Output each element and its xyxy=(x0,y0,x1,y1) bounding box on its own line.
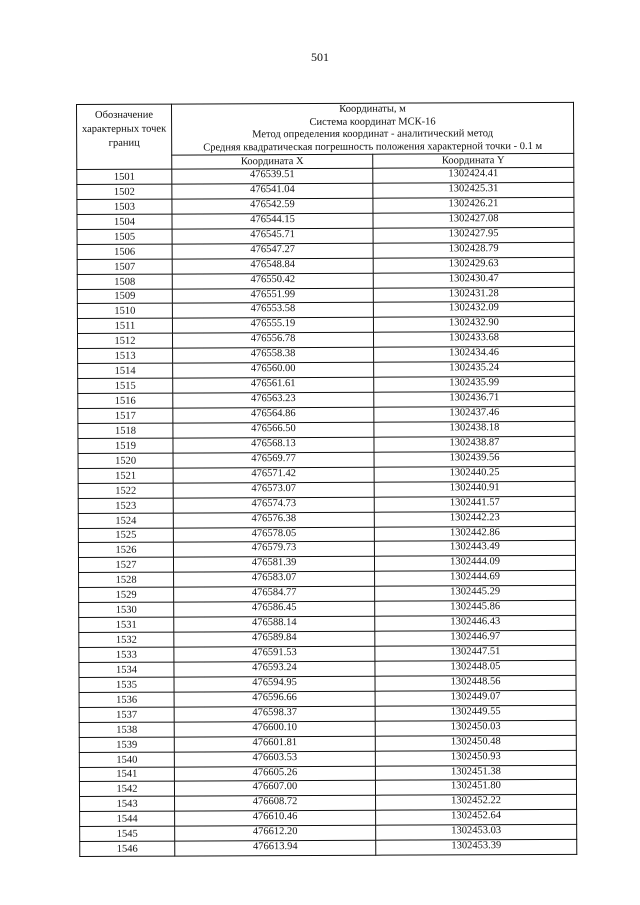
coordinate-x-cell: 476601.81 xyxy=(174,736,375,752)
point-number-cell: 1542 xyxy=(79,782,174,797)
coordinate-y-cell: 1302429.63 xyxy=(373,257,574,273)
coordinate-y-cell: 1302453.39 xyxy=(376,840,577,856)
point-number-cell: 1516 xyxy=(78,393,173,408)
coordinate-y-cell: 1302445.29 xyxy=(375,586,576,602)
point-number-cell: 1501 xyxy=(77,169,172,184)
coordinate-x-cell: 476610.46 xyxy=(175,811,376,827)
coordinate-x-cell: 476598.37 xyxy=(174,706,375,722)
coordinates-header xyxy=(172,102,574,155)
coordinate-y-cell: 1302430.47 xyxy=(373,272,574,288)
coordinate-x-cell: 476600.10 xyxy=(174,721,375,737)
coordinate-x-cell: 476583.07 xyxy=(174,572,375,588)
coordinate-y-cell: 1302449.55 xyxy=(375,705,576,721)
point-number-cell: 1503 xyxy=(77,199,172,214)
accuracy-note: Средняя квадратическая погрешность положения характерной точки - 0.1 м xyxy=(203,140,543,153)
point-number-cell: 1540 xyxy=(79,752,174,767)
coordinate-y-cell: 1302428.79 xyxy=(373,242,574,258)
point-number-cell: 1507 xyxy=(77,259,172,274)
table-body xyxy=(77,167,577,856)
point-number-cell: 1505 xyxy=(77,229,172,244)
point-number-cell: 1509 xyxy=(77,289,172,304)
point-number-cell: 1535 xyxy=(79,677,174,692)
point-number-cell: 1510 xyxy=(77,304,172,319)
coordinate-x-cell: 476566.50 xyxy=(173,422,374,438)
coordinate-x-cell: 476596.66 xyxy=(174,691,375,707)
coordinate-y-cell: 1302451.80 xyxy=(375,780,576,796)
coordinate-y-cell: 1302449.07 xyxy=(375,690,576,706)
point-number-cell: 1544 xyxy=(80,811,175,826)
coordinate-x-cell: 476589.84 xyxy=(174,631,375,647)
coordinate-x-cell: 476548.84 xyxy=(172,258,373,274)
coordinate-x-cell: 476564.86 xyxy=(173,407,374,423)
coordinate-x-cell: 476571.42 xyxy=(173,467,374,483)
coordinate-y-cell: 1302443.49 xyxy=(374,541,575,557)
point-number-cell: 1520 xyxy=(78,453,173,468)
coordinate-x-cell: 476561.61 xyxy=(173,377,374,393)
point-number-cell: 1528 xyxy=(79,572,174,587)
coordinate-y-cell: 1302452.22 xyxy=(376,795,577,811)
point-number-cell: 1514 xyxy=(78,363,173,378)
table-row xyxy=(80,840,577,857)
coordinate-x-cell: 476539.51 xyxy=(172,168,373,184)
coordinate-y-cell: 1302427.08 xyxy=(373,212,574,228)
coordinate-y-cell: 1302431.28 xyxy=(373,287,574,303)
coordinate-y-cell: 1302434.46 xyxy=(374,347,575,363)
coordinate-y-cell: 1302424.41 xyxy=(373,167,574,183)
point-number-cell: 1525 xyxy=(78,528,173,543)
coordinate-y-cell: 1302441.57 xyxy=(374,496,575,512)
coordinate-x-cell: 476588.14 xyxy=(174,616,375,632)
coordinate-x-cell: 476586.45 xyxy=(174,601,375,617)
coordinate-y-cell: 1302438.18 xyxy=(374,421,575,437)
coordinate-x-cell: 476547.27 xyxy=(172,243,373,259)
coordinate-x-cell: 476542.59 xyxy=(172,198,373,214)
coordinate-x-cell: 476607.00 xyxy=(174,781,375,797)
coordinate-x-cell: 476591.53 xyxy=(174,646,375,662)
table-header-row xyxy=(77,102,574,155)
point-number-cell: 1531 xyxy=(79,617,174,632)
coordinate-y-cell: 1302444.09 xyxy=(374,556,575,572)
coordinate-y-cell: 1302442.86 xyxy=(374,526,575,542)
coordinate-y-cell: 1302450.03 xyxy=(375,720,576,736)
point-designation-header: Обозначение характерных точек границ xyxy=(77,104,172,169)
point-number-cell: 1523 xyxy=(78,498,173,513)
coordinate-x-cell: 476603.53 xyxy=(174,751,375,767)
coordinate-x-cell: 476568.13 xyxy=(173,437,374,453)
coordinates-title: Координаты, м xyxy=(339,103,406,115)
coordinate-x-cell: 476574.73 xyxy=(173,497,374,513)
point-number-cell: 1537 xyxy=(79,707,174,722)
coordinate-system: Система координат МСК-16 xyxy=(309,115,436,128)
coordinate-x-cell: 476573.07 xyxy=(173,482,374,498)
point-number-cell: 1534 xyxy=(79,662,174,677)
coordinate-y-cell: 1302446.97 xyxy=(375,630,576,646)
coordinate-y-cell: 1302442.23 xyxy=(374,511,575,527)
coordinate-y-cell: 1302436.71 xyxy=(374,391,575,407)
coordinate-y-cell: 1302448.56 xyxy=(375,675,576,691)
coordinate-x-cell: 476576.38 xyxy=(173,512,374,528)
coordinate-x-cell: 476545.71 xyxy=(172,228,373,244)
point-number-cell: 1522 xyxy=(78,483,173,498)
coordinate-y-cell: 1302452.64 xyxy=(376,810,577,826)
coordinate-x-cell: 476605.26 xyxy=(174,766,375,782)
coordinate-y-cell: 1302432.09 xyxy=(373,302,574,318)
coordinate-y-cell: 1302440.25 xyxy=(374,466,575,482)
coordinate-x-cell: 476541.04 xyxy=(172,183,373,199)
coordinate-y-cell: 1302426.21 xyxy=(373,197,574,213)
point-number-cell: 1517 xyxy=(78,408,173,423)
point-number-cell: 1539 xyxy=(79,737,174,752)
coordinate-y-cell: 1302444.69 xyxy=(375,571,576,587)
coordinate-y-cell: 1302447.51 xyxy=(375,645,576,661)
point-number-cell: 1508 xyxy=(77,274,172,289)
coordinate-x-cell: 476613.94 xyxy=(175,840,376,856)
point-number-cell: 1524 xyxy=(78,513,173,528)
page-number: 501 xyxy=(311,50,329,64)
coordinate-x-cell: 476593.24 xyxy=(174,661,375,677)
point-number-cell: 1521 xyxy=(78,468,173,483)
coordinate-y-cell: 1302450.48 xyxy=(375,735,576,751)
coordinate-y-cell: 1302445.86 xyxy=(375,601,576,617)
coordinate-y-cell: 1302427.95 xyxy=(373,227,574,243)
point-number-cell: 1538 xyxy=(79,722,174,737)
point-number-cell: 1527 xyxy=(78,557,173,572)
point-number-cell: 1518 xyxy=(78,423,173,438)
coordinate-x-cell: 476550.42 xyxy=(172,273,373,289)
coordinate-x-cell: 476560.00 xyxy=(173,362,374,378)
coordinate-x-cell: 476551.99 xyxy=(172,288,373,304)
coordinate-x-cell: 476584.77 xyxy=(174,586,375,602)
coordinate-y-cell: 1302433.68 xyxy=(373,332,574,348)
point-number-cell: 1513 xyxy=(78,348,173,363)
coordinate-y-cell: 1302439.56 xyxy=(374,451,575,467)
coordinate-y-cell: 1302451.38 xyxy=(375,765,576,781)
point-number-cell: 1545 xyxy=(80,826,175,841)
coordinate-x-cell: 476612.20 xyxy=(175,825,376,841)
point-number-cell: 1512 xyxy=(78,333,173,348)
point-number-cell: 1526 xyxy=(78,543,173,558)
coordinate-y-cell: 1302438.87 xyxy=(374,436,575,452)
point-number-cell: 1543 xyxy=(80,796,175,811)
coordinate-x-cell: 476563.23 xyxy=(173,392,374,408)
coordinate-y-cell: 1302448.05 xyxy=(375,660,576,676)
point-number-cell: 1504 xyxy=(77,214,172,229)
point-number-cell: 1546 xyxy=(80,841,175,856)
coordinate-x-cell: 476555.19 xyxy=(172,318,373,334)
coordinate-y-cell: 1302435.99 xyxy=(374,376,575,392)
coordinate-y-cell: 1302446.43 xyxy=(375,615,576,631)
coordinate-x-header: Координата X xyxy=(172,154,373,169)
coordinate-x-cell: 476558.38 xyxy=(173,347,374,363)
coordinate-y-cell: 1302435.24 xyxy=(374,362,575,378)
point-number-cell: 1533 xyxy=(79,647,174,662)
point-number-cell: 1532 xyxy=(79,632,174,647)
coordinate-x-cell: 476581.39 xyxy=(173,557,374,573)
coordinate-x-cell: 476553.58 xyxy=(172,303,373,319)
point-number-cell: 1511 xyxy=(77,318,172,333)
coordinates-table xyxy=(76,102,577,857)
point-number-cell: 1515 xyxy=(78,378,173,393)
point-number-cell: 1506 xyxy=(77,244,172,259)
coordinate-x-cell: 476544.15 xyxy=(172,213,373,229)
point-number-cell: 1529 xyxy=(79,587,174,602)
point-number-cell: 1541 xyxy=(79,767,174,782)
determination-method: Метод определения координат - аналитический метод xyxy=(252,128,494,141)
coordinate-x-cell: 476578.05 xyxy=(173,527,374,543)
coordinate-y-cell: 1302453.03 xyxy=(376,825,577,841)
coordinate-x-cell: 476594.95 xyxy=(174,676,375,692)
point-number-cell: 1519 xyxy=(78,438,173,453)
coordinate-y-cell: 1302440.91 xyxy=(374,481,575,497)
coordinate-x-cell: 476579.73 xyxy=(173,542,374,558)
coordinate-x-cell: 476569.77 xyxy=(173,452,374,468)
coordinate-y-cell: 1302425.31 xyxy=(373,182,574,198)
coordinate-y-header: Координата Y xyxy=(373,153,574,168)
point-number-cell: 1536 xyxy=(79,692,174,707)
coordinate-y-cell: 1302437.46 xyxy=(374,406,575,422)
point-number-cell: 1502 xyxy=(77,184,172,199)
point-number-cell: 1530 xyxy=(79,602,174,617)
coordinate-x-cell: 476556.78 xyxy=(173,333,374,349)
coordinate-y-cell: 1302450.93 xyxy=(375,750,576,766)
coordinate-y-cell: 1302432.90 xyxy=(373,317,574,333)
coordinate-x-cell: 476608.72 xyxy=(175,796,376,812)
